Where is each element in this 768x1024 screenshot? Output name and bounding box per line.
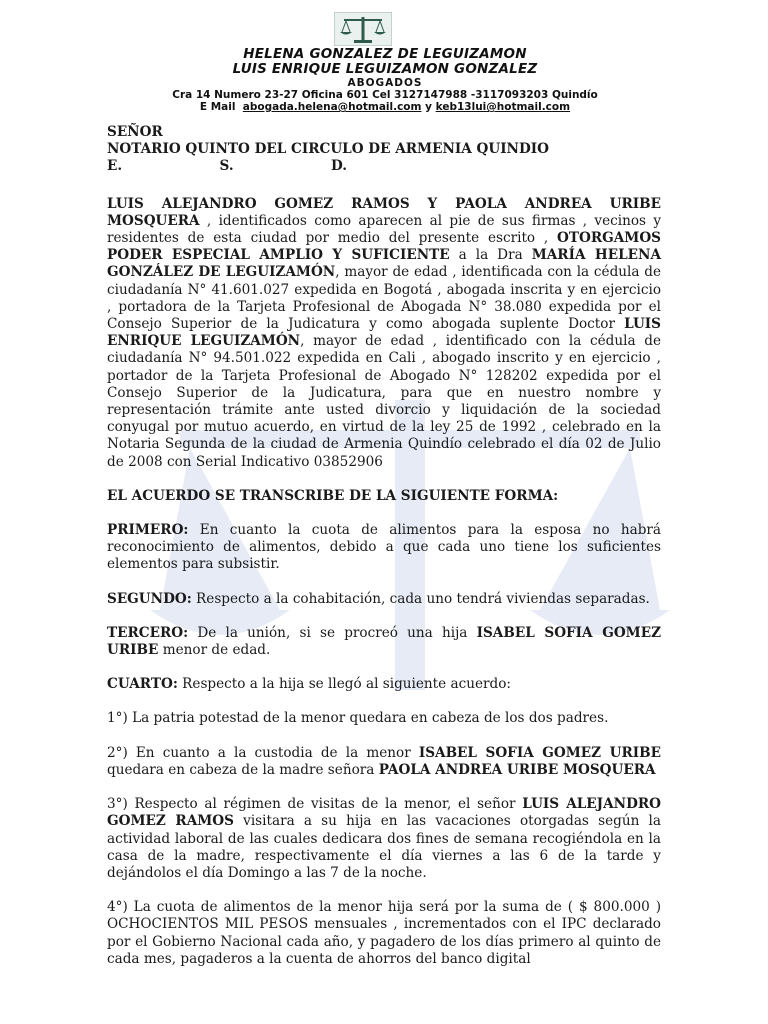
profession-label: ABOGADOS <box>347 77 423 89</box>
lawyer-name-1: HELENA GONZALEZ DE LEGUIZAMON <box>243 46 527 62</box>
email-link-1[interactable]: abogada.helena@hotmail.com <box>242 101 422 113</box>
clause-tercero: TERCERO: De la unión, si se procreó una hija ISABEL SOFIA GOMEZ URIBE menor de edad. <box>107 624 661 659</box>
intro-paragraph: LUIS ALEJANDRO GOMEZ RAMOS Y PAOLA ANDREA URIBE MOSQUERA , identificados como aparecen al pie de sus firmas , vecinos y residentes de esta ciudad por medio del presente escrito , OTORGAMOS PODER ESPECIAL AMPLIO Y SUFICIENTE a la Dra MARÍA HELENA GONZÁLEZ DE LEGUIZAMÓN, mayor de edad , identificada con la cédula de ciudadanía N° 41.601.027 expedida en Bogotá , abogada inscrita y en ejercicio , portadora de la Tarjeta Profesional de Abogada N° 38.080 expedida por el Consejo Superior de la Judicatura y como abogada suplente Doctor LUIS ENRIQUE LEGUIZAMÓN, mayor de edad , identificado con la cédula de ciudadanía N° 94.501.022 expedida en Cali , abogado inscrito y en ejercicio , portador de la Tarjeta Profesional de Abogado N° 128202 expedida por el Consejo Superior de la Judicatura, para que en nuestro nombre y representación trámite ante usted divorcio y liquidación de la sociedad conyugal por mutuo acuerdo, en virtud de la ley 25 de 1992 , celebrado en la Notaria Segunda de la ciudad de Armenia Quindío celebrado el día 02 de Julio de 2008 con Serial Indicativo 03852906 <box>107 195 661 470</box>
item-2: 2°) En cuanto a la custodia de la menor ISABEL SOFIA GOMEZ URIBE quedara en cabeza de la madre señora PAOLA ANDREA URIBE MOSQUERA <box>107 744 661 778</box>
esd-d: D. <box>330 158 347 175</box>
esd-e: E. <box>107 158 123 175</box>
email-label: E Mail <box>199 101 236 113</box>
document-body <box>107 124 661 968</box>
letterhead <box>150 47 620 113</box>
item-1: 1°) La patria potestad de la menor quedara en cabeza de los dos padres. <box>107 710 609 727</box>
email-link-2[interactable]: keb13lui@hotmail.com <box>435 101 571 113</box>
recipient-title: SEÑOR <box>107 124 163 140</box>
substitute-attorney-name: LUIS ENRIQUE LEGUIZAMÓN <box>107 316 661 350</box>
agreement-heading: EL ACUERDO SE TRANSCRIBE DE LA SIGUIENTE FORMA: <box>107 487 559 504</box>
clause-primero: PRIMERO: En cuanto la cuota de alimentos para la esposa no habrá reconocimiento de alimentos, debido a que cada uno tiene los suficientes elementos para subsistir. <box>107 522 661 573</box>
power-of-attorney-title: OTORGAMOS PODER ESPECIAL AMPLIO Y SUFICIENTE <box>107 230 661 264</box>
esd-s: S. <box>219 158 234 175</box>
item-3: 3°) Respecto al régimen de visitas de la menor, el señor LUIS ALEJANDRO GOMEZ RAMOS visitara a su hija en las vacaciones otorgadas según la actividad laboral de las cuales dedicara dos fines de semana recogiéndola en la casa de la madre, respectivamente el día viernes a las 6 de la tarde y dejándolos el día Domingo a las 7 de la noche. <box>107 796 661 881</box>
email-join: y <box>425 101 432 113</box>
item-4: 4°) La cuota de alimentos de la menor hija será por la suma de ( $ 800.000 ) OCHOCIENTOS MIL PESOS mensuales , incrementados con el IPC declarado por el Gobierno Nacional cada año, y pagadero de los días primero al quinto de cada mes, pagaderos a la cuenta de ahorros del banco digital <box>107 899 661 967</box>
office-address: Cra 14 Numero 23-27 Oficina 601 Cel 3127147988 -3117093203 Quindío <box>172 89 598 101</box>
scales-of-justice-logo <box>334 12 392 46</box>
recipient-esd <box>107 158 347 175</box>
attorney-name: MARÍA HELENA GONZÁLEZ DE LEGUIZAMÓN <box>107 247 661 281</box>
recipient-notary: NOTARIO QUINTO DEL CIRCULO DE ARMENIA QUINDIO <box>107 141 549 158</box>
email-line <box>150 101 620 113</box>
grantors-names: LUIS ALEJANDRO GOMEZ RAMOS Y PAOLA ANDREA URIBE MOSQUERA <box>107 195 661 229</box>
clause-cuarto: CUARTO: Respecto a la hija se llegó al siguiente acuerdo: <box>107 676 511 693</box>
clause-segundo: SEGUNDO: Respecto a la cohabitación, cada uno tendrá viviendas separadas. <box>107 590 650 607</box>
lawyer-name-2: LUIS ENRIQUE LEGUIZAMON GONZALEZ <box>232 61 538 77</box>
